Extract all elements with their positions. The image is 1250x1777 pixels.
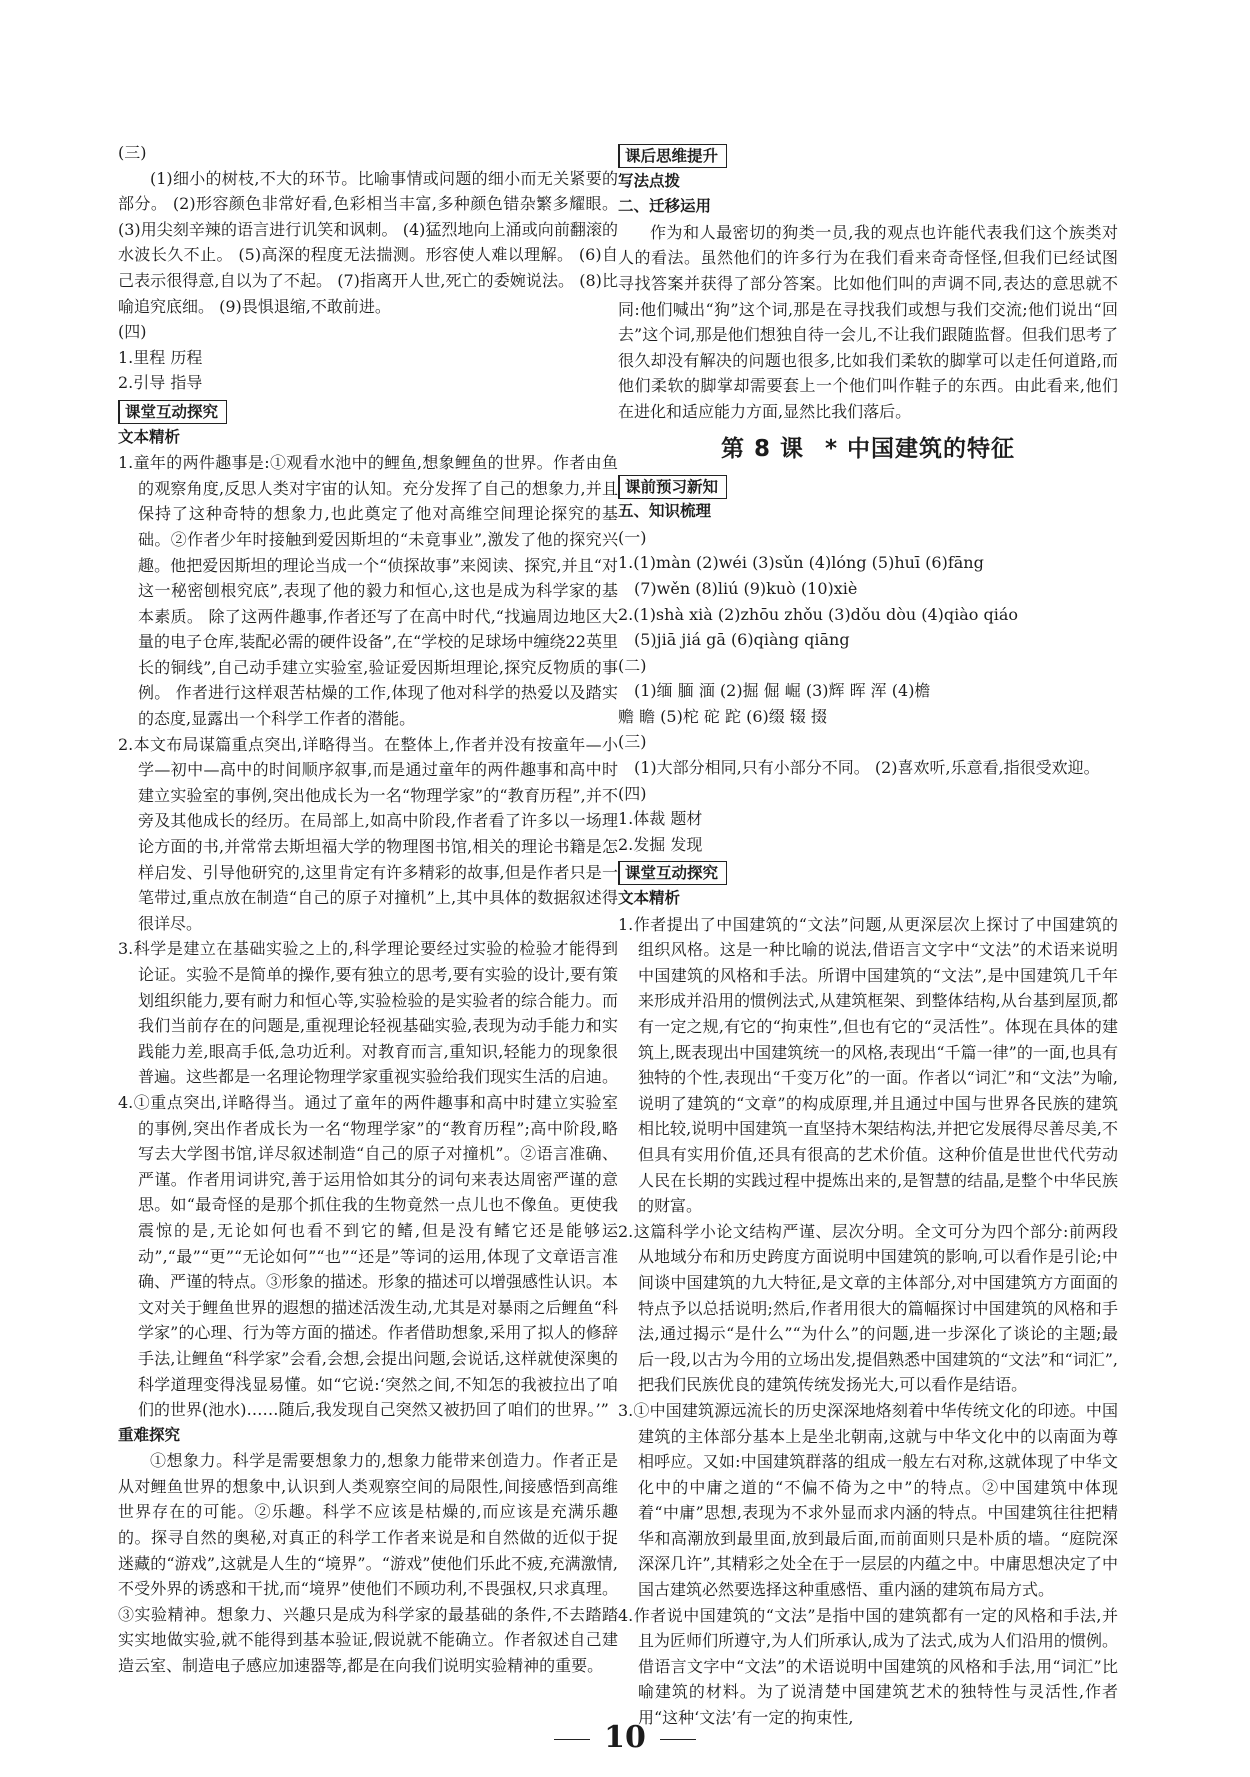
subheading: 文本精析	[618, 889, 681, 908]
answer-text: (1)细小的树枝,不大的环节。比喻事情或问题的细小而无关紧要的部分。 (2)形容颜色非常好看,色彩相当丰富,多种颜色错杂繁多耀眼。 (3)用尖刻辛辣的语言进行讥笑和讽刺。 (4)猛烈地向上涌或向前翻滚的水波长久不止。 (5)高深的程度无法揣测。形容使人难以理解。 (6)自己表示很得意,自以为了不起。 (7)指离开人世,死亡的委婉说法。 (8)比喻追究底细。 (9)畏惧退缩,不敢前进。	[118, 168, 618, 316]
left-column	[118, 140, 618, 1679]
answer-item: 1.里程 历程	[118, 347, 203, 367]
analysis-item: 3.①中国建筑源远流长的历史深深地烙刻着中华传统文化的印迹。中国建筑的主体部分基本上是坐北朝南,这就与中华文化中的以南面为尊相呼应。又如:中国建筑群落的组成一般左右对称,这就体现了中华文化中的中庸之道的“不偏不倚为之中”的特点。②中国建筑中体现着“中庸”思想,表现为不求外显而求内涵的特点。中国建筑往往把精华和高潮放到最里面,放到最后面,而前面则只是朴质的墙。“庭院深深深几许”,其精彩之处全在于一层层的内蕴之中。中庸思想决定了中国古建筑必然要选择这种重感悟、重内涵的建筑布局方式。	[618, 1400, 1118, 1600]
section-label: (三)	[618, 732, 647, 752]
section-box-title: 课后思维提升	[618, 144, 727, 168]
difficult-text: ①想象力。科学是需要想象力的,想象力能带来创造力。作者正是从对鲤鱼世界的想象中,认识到人类观察空间的局限性,间接感悟到高维世界存在的可能。②乐趣。科学不应该是枯燥的,而应该是充满乐趣的。探寻自然的奥秘,对真正的科学工作者来说是和自然做的近似于捉迷藏的“游戏”,这就是人生的“境界”。“游戏”使他们乐此不疲,充满激情,不受外界的诱惑和干扰,而“境界”使他们不顾功利,不畏强权,只求真理。③实验精神。想象力、兴趣只是成为科学家的最基础的条件,不去踏踏实实地做实验,就不能得到基本验证,假说就不能确立。作者叙述自己建造云室、制造电子感应加速器等,都是在向我们说明实验精神的重要。	[118, 1451, 618, 1676]
analysis-item: 4.作者说中国建筑的“文法”是指中国的建筑都有一定的风格和手法,并且为匠师们所遵守,为人们所承认,成为了法式,成为人们沿用的惯例。借语言文字中“文法”的术语说明中国建筑的风格和手法,用“词汇”比喻建筑的材料。为了说清楚中国建筑艺术的独特性与灵活性,作者用“这种‘文法’有一定的拘束性,	[618, 1605, 1118, 1728]
pinyin-line: (5)jiā jiá gā (6)qiàng qiāng	[634, 630, 850, 650]
analysis-item: 4.①重点突出,详略得当。通过了童年的两件趣事和高中时建立实验室的事例,突出作者成长为一名“物理学家”的“教育历程”;高中阶段,略写去大学图书馆,详尽叙述制造“自己的原子对撞机”。②语言准确、严谨。作者用词讲究,善于运用恰如其分的词句来表达周密严谨的意思。如“最奇怪的是那个抓住我的生物竟然一点儿也不像鱼。更使我震惊的是,无论如何也看不到它的鳍,但是没有鳍它还是能够运动”,“最”“更”“无论如何”“也”“还是”等词的运用,体现了文章语言准确、严谨的特点。③形象的描述。形象的描述可以增强感性认识。本文对关于鲤鱼世界的遐想的描述活泼生动,尤其是对暴雨之后鲤鱼“科学家”的心理、行为等方面的描述。作者借助想象,采用了拟人的修辞手法,让鲤鱼“科学家”会看,会想,会提出问题,会说话,这样就使深奥的科学道理变得浅显易懂。如“它说:‘突然之间,不知怎的我被拉出了咱们的世界(池水)……随后,我发现自己突然又被扔回了咱们的世界。’”	[118, 1092, 619, 1420]
analysis-item: 2.这篇科学小论文结构严谨、层次分明。全文可分为四个部分:前两段从地域分布和历史跨度方面说明中国建筑的影响,可以看作是引论;中间谈中国建筑的九大特征,是文章的主体部分,对中国建筑方方面面的特点予以总括说明;然后,作者用很大的篇幅探讨中国建筑的风格和手法,通过揭示“是什么”“为什么”的问题,进一步深化了谈论的主题;最后一段,以古为今用的立场出发,提倡熟悉中国建筑的“文法”和“词汇”,把我们民族优良的建筑传统发扬光大,可以看作是结语。	[618, 1221, 1118, 1395]
subheading: 二、迁移运用	[618, 197, 712, 216]
char-line: (1)缅 腼 湎 (2)掘 倔 崛 (3)辉 晖 浑 (4)檐	[634, 681, 931, 701]
section-label: (二)	[618, 655, 647, 675]
section-box-title: 课堂互动探究	[618, 861, 727, 885]
answer-text: (1)大部分相同,只有小部分不同。 (2)喜欢听,乐意看,指很受欢迎。	[634, 758, 1100, 778]
subheading: 写法点拨	[618, 171, 681, 190]
page-number-dash-right	[660, 1739, 696, 1740]
page-number-value: 10	[604, 1720, 646, 1755]
pinyin-line: 1.(1)màn (2)wéi (3)sǔn (4)lóng (5)huī (6)fāng	[618, 553, 984, 573]
analysis-item: 3.科学是建立在基础实验之上的,科学理论要经过实验的检验才能得到论证。实验不是简单的操作,要有独立的思考,要有实验的设计,要有策划组织能力,要有耐力和恒心等,实验检验的是实验者的综合能力。而我们当前存在的问题是,重视理论轻视基础实验,表现为动手能力和实践能力差,眼高手低,急功近利。对教育而言,重知识,轻能力的现象很普遍。这些都是一名理论物理学家重视实验给我们现实生活的启迪。	[118, 939, 619, 1087]
subheading: 重难探究	[118, 1425, 181, 1444]
right-column	[618, 140, 1118, 1731]
page-number-dash-left	[554, 1739, 590, 1740]
answer-item: 1.体裁 题材	[618, 809, 703, 829]
section-box-title: 课前预习新知	[618, 475, 727, 499]
section-label: (三)	[118, 143, 147, 162]
lesson-name: * 中国建筑的特征	[825, 435, 1016, 462]
pinyin-line: (7)wěn (8)liú (9)kuò (10)xiè	[634, 578, 858, 598]
answer-item: 2.引导 指导	[118, 373, 203, 393]
answer-item: 2.发掘 发现	[618, 834, 703, 854]
section-label: (一)	[618, 527, 647, 547]
transfer-text: 作为和人最密切的狗类一员,我的观点也许能代表我们这个族类对人的看法。虽然他们的许多行为在我们看来奇奇怪怪,但我们已经试图寻找答案并获得了部分答案。比如他们叫的声调不同,表达的意思就不同:他们喊出“狗”这个词,那是在寻找我们或想与我们交流;他们说出“回去”这个词,那是他们想独自待一会儿,不让我们跟随监督。但我们思考了很久却没有解决的问题也很多,比如我们柔软的脚掌可以走任何道路,而他们柔软的脚掌却需要套上一个他们叫作鞋子的东西。由此看来,他们在进化和适应能力方面,显然比我们落后。	[618, 222, 1118, 421]
section-label: (四)	[118, 322, 147, 342]
section-label: (四)	[618, 783, 647, 803]
analysis-item: 2.本文布局谋篇重点突出,详略得当。在整体上,作者并没有按童年—小学—初中—高中的时间顺序叙事,而是通过童年的两件趣事和高中时建立实验室的事例,突出他成长为一名“物理学家”的“教育历程”,并不旁及其他成长的经历。在局部上,如高中阶段,作者看了许多以一场理论方面的书,并常常去斯坦福大学的物理图书馆,相关的理论书籍是怎样启发、引导他研究的,这里肯定有许多精彩的故事,但是作者只是一笔带过,重点放在制造“自己的原子对撞机”上,其中具体的数据叙述得很详尽。	[118, 734, 618, 933]
section-box-title: 课堂互动探究	[118, 400, 227, 424]
subheading: 文本精析	[118, 427, 181, 446]
page-number	[0, 1720, 1250, 1755]
pinyin-line: 2.(1)shà xià (2)zhōu zhǒu (3)dǒu dòu (4)qiào qiáo	[618, 604, 1019, 624]
analysis-item: 1.童年的两件趣事是:①观看水池中的鲤鱼,想象鲤鱼的世界。作者由鱼的观察角度,反思人类对宇宙的认知。充分发挥了自己的想象力,并且保持了这种奇特的想象力,也此奠定了他对高维空间理论探究的基础。②作者少年时接触到爱因斯坦的“未竟事业”,激发了他的探究兴趣。他把爱因斯坦的理论当成一个“侦探故事”来阅读、探究,并且“对这一秘密刨根究底”,表现了他的毅力和恒心,这也是成为科学家的基本素质。 除了这两件趣事,作者还写了在高中时代,“找遍周边地区大量的电子仓库,装配必需的硬件设备”,在“学校的足球场中缠绕22英里长的铜线”,自己动手建立实验室,验证爱因斯坦理论,探究反物质的事例。 作者进行这样艰苦枯燥的工作,体现了他对科学的热爱以及踏实的态度,显露出一个科学工作者的潜能。	[118, 453, 618, 729]
lesson-number: 第 8 课	[720, 435, 804, 462]
analysis-item: 1.作者提出了中国建筑的“文法”问题,从更深层次上探讨了中国建筑的组织风格。这是一种比喻的说法,借语言文字中“文法”的术语来说明中国建筑的风格和手法。所谓中国建筑的“文法”,是中国建筑几千年来形成并沿用的惯例法式,从建筑框架、到整体结构,从台基到屋顶,都有一定之规,有它的“拘束性”,但也有它的“灵活性”。体现在具体的建筑上,既表现出中国建筑统一的风格,表现出“千篇一律”的一面,也具有独特的个性,表现出“千变万化”的一面。作者以“词汇”和“文法”为喻,说明了建筑的“文章”的构成原理,并且通过中国与世界各民族的建筑相比较,说明中国建筑一直坚持木架结构法,并把它发展得尽善尽美,不但具有实用价值,还具有很高的艺术价值。这种价值是世世代代劳动人民在长期的实践过程中提炼出来的,是智慧的结晶,是整个中华民族的财富。	[618, 914, 1118, 1216]
subheading: 五、知识梳理	[618, 502, 712, 521]
lesson-title	[618, 433, 1118, 465]
char-line: 赡 瞻 (5)柁 砣 跎 (6)缀 辍 掇	[618, 706, 827, 726]
